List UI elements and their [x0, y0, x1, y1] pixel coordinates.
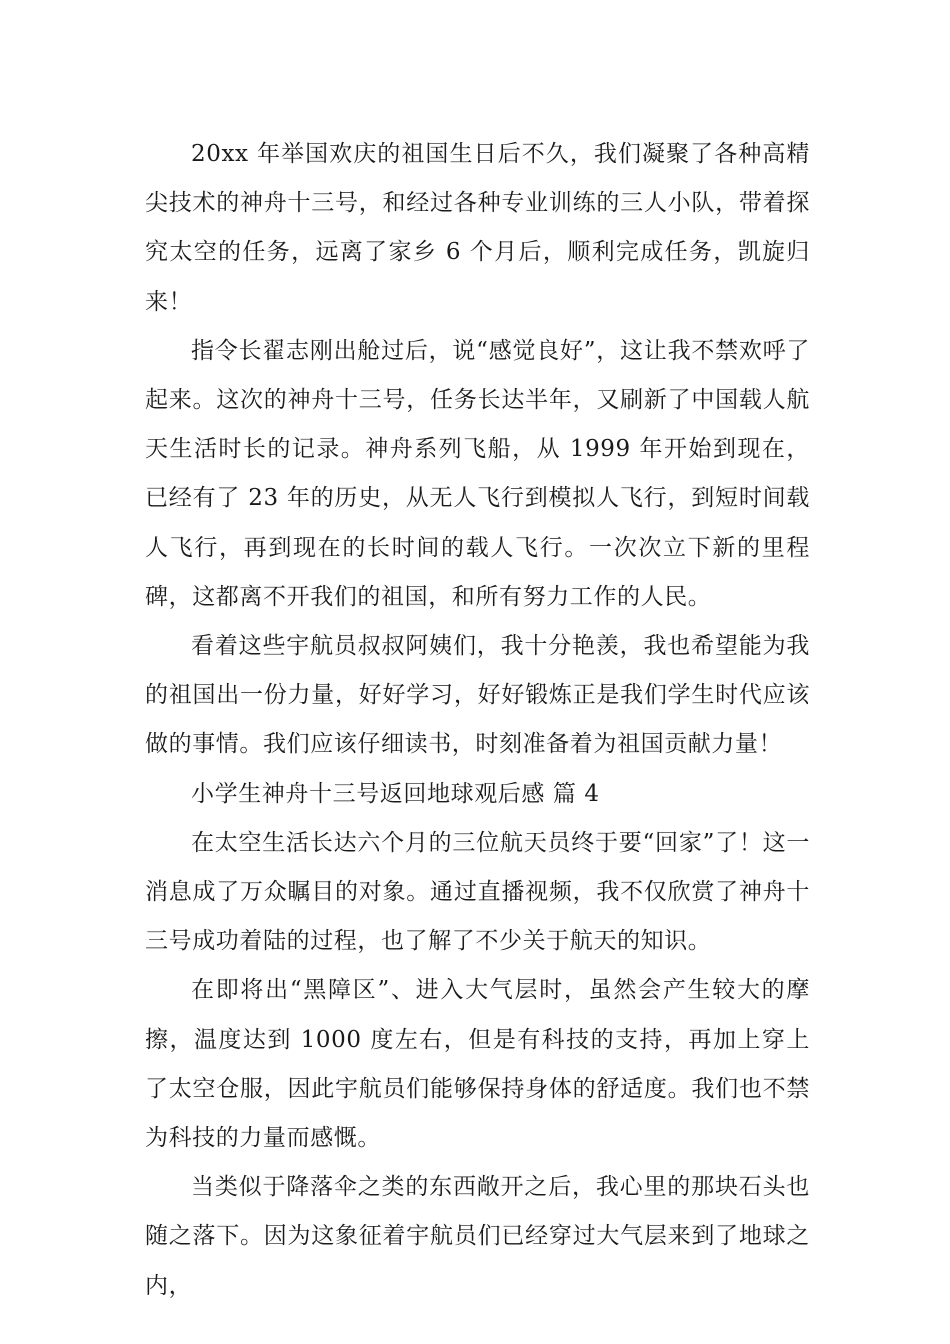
- paragraph: 当类似于降落伞之类的东西敞开之后，我心里的那块石头也随之落下。因为这象征着宇航员们已经穿过大气层来到了地球之内，: [145, 1174, 810, 1299]
- paragraph: 在太空生活长达六个月的三位航天员终于要“回家”了！这一消息成了万众瞩目的对象。通过直播视频，我不仅欣赏了神舟十三号成功着陆的过程，也了解了不少关于航天的知识。: [145, 829, 810, 955]
- paragraph: 看着这些宇航员叔叔阿姨们，我十分艳羡，我也希望能为我的祖国出一份力量，好好学习，好好锻炼正是我们学生时代应该做的事情。我们应该仔细读书，时刻准备着为祖国贡献力量！: [145, 633, 810, 758]
- paragraph: 在即将出“黑障区”、进入大气层时，虽然会产生较大的摩擦，温度达到 1000 度左右，但是有科技的支持，再加上穿上了太空仓服，因此宇航员们能够保持身体的舒适度。我们也不禁为科技的力量而感慨。: [145, 977, 810, 1152]
- paragraph: 20xx 年举国欢庆的祖国生日后不久，我们凝聚了各种高精尖技术的神舟十三号，和经过各种专业训练的三人小队，带着探究太空的任务，远离了家乡 6 个月后，顺利完成任务，凯旋归来！: [145, 141, 810, 315]
- document-body: [145, 130, 810, 1311]
- section-heading: 小学生神舟十三号返回地球观后感 篇 4: [191, 780, 600, 807]
- paragraph: 指令长翟志刚出舱过后，说“感觉良好”，这让我不禁欢呼了起来。这次的神舟十三号，任务长达半年，又刷新了中国载人航天生活时长的记录。神舟系列飞船，从 1999 年开始到现在，已经有了 23 年的历史，从无人飞行到模拟人飞行，到短时间载人飞行，再到现在的长时间的载人飞行。一次次立下新的里程碑，这都离不开我们的祖国，和所有努力工作的人民。: [145, 337, 810, 610]
